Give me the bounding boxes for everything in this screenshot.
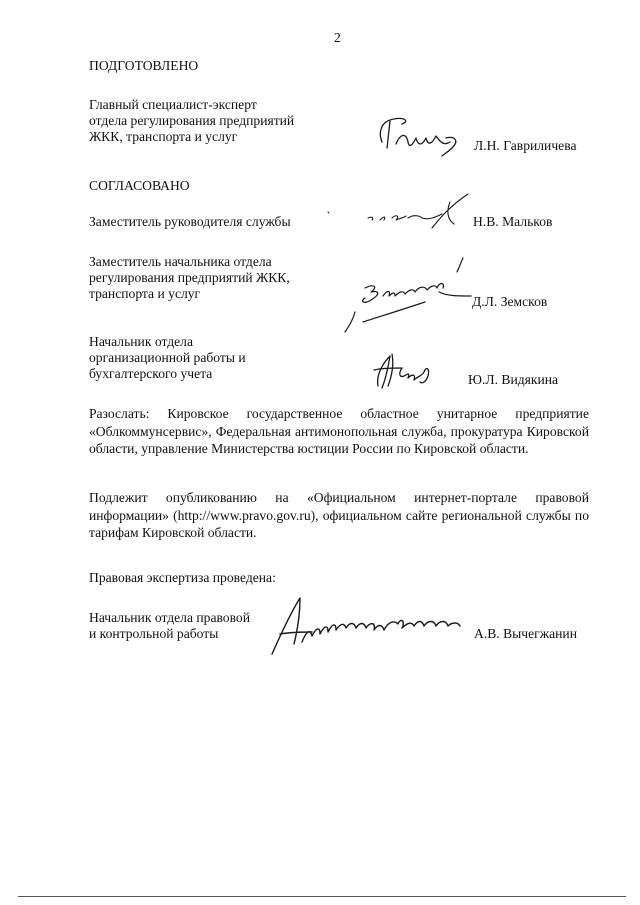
position-line: регулирования предприятий ЖКК, [89,270,290,285]
position-line: организационной работы и [89,350,246,365]
signer-malkov-name: Н.В. Мальков [473,214,553,229]
signer-vidyakina-name: Ю.Л. Видякина [468,372,559,387]
distribution-paragraph: Разослать: Кировское государственное областное унитарное предприятие «Облкоммунсервис», Федеральная антимонопольная служба, прокуратура Кировской области, управление Министерства юстиции России по Кировской области. [89,406,589,456]
prepared-heading: ПОДГОТОВЛЕНО [89,58,199,73]
position-line: отдела регулирования предприятий [89,113,295,128]
legal-review-statement: Правовая экспертиза проведена: [89,570,276,585]
position-line: транспорта и услуг [89,286,201,301]
position-line: ЖКК, транспорта и услуг [89,129,238,144]
page-number: 2 [334,30,341,45]
position-line: бухгалтерского учета [89,366,213,381]
publication-paragraph: Подлежит опубликованию на «Официальном интернет-портале правовой информации» (http://www.pravo.gov.ru), официальном сайте региональной службы по тарифам Кировской области. [89,490,589,540]
signature-vidyakina [368,346,448,396]
signature-gavrilicheva [372,112,472,160]
signer-malkov-position: Заместитель руководителя службы [89,214,291,229]
legal-review-position [89,610,250,642]
signature-vychegzhanin [262,592,472,662]
signer-zemskov-position [89,254,290,302]
position-line: Начальник отдела [89,334,193,349]
agreed-heading: СОГЛАСОВАНО [89,178,190,193]
prepared-name: Л.Н. Гавриличева [474,138,577,153]
position-line: и контрольной работы [89,626,219,641]
page-bottom-rule [18,896,626,897]
position-line: Заместитель начальника отдела [89,254,272,269]
signer-zemskov-name: Д.Л. Земсков [472,294,548,309]
position-line: Начальник отдела правовой [89,610,251,625]
signature-zemskov [335,252,485,342]
prepared-position [89,97,294,145]
legal-review-name: А.В. Вычегжанин [474,626,577,641]
position-line: Главный специалист-эксперт [89,97,257,112]
signer-vidyakina-position [89,334,246,382]
signature-malkov [322,188,492,238]
